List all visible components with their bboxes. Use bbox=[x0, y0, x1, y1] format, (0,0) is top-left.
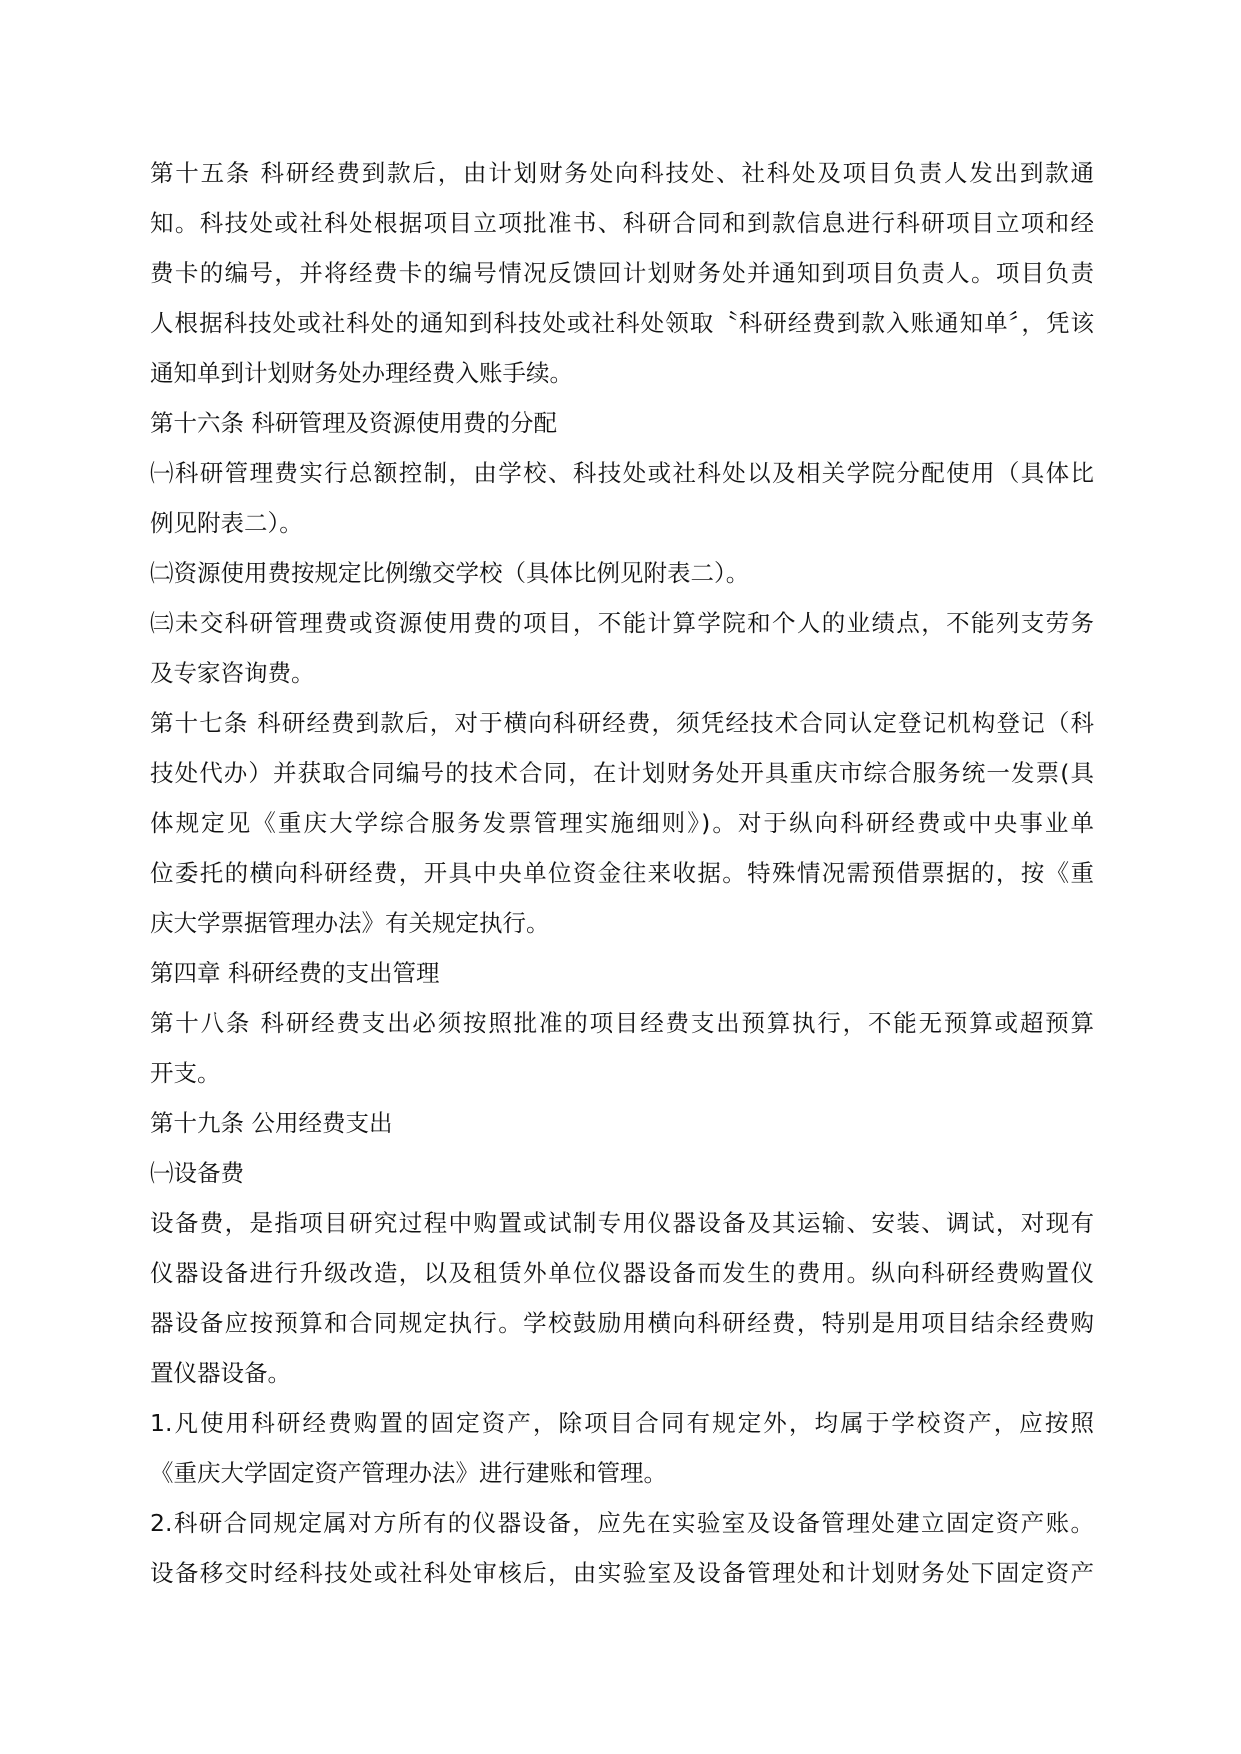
text-line: ㈢未交科研管理费或资源使用费的项目，不能计算学院和个人的业绩点，不能列支劳务 bbox=[150, 609, 1094, 637]
text-line: 设备费，是指项目研究过程中购置或试制专用仪器设备及其运输、安装、调试，对现有 bbox=[150, 1209, 1094, 1237]
text-line: 置仪器设备。 bbox=[150, 1359, 291, 1387]
text-line: 2.科研合同规定属对方所有的仪器设备，应先在实验室及设备管理处建立固定资产账。 bbox=[150, 1509, 1094, 1537]
text-line: 开支。 bbox=[150, 1059, 221, 1087]
text-line: ㈠设备费 bbox=[150, 1159, 244, 1187]
text-line: ㈡资源使用费按规定比例缴交学校（具体比例见附表二）。 bbox=[150, 559, 750, 587]
text-line: 设备移交时经科技处或社科处审核后，由实验室及设备管理处和计划财务处下固定资产 bbox=[150, 1559, 1094, 1587]
text-line: 技处代办）并获取合同编号的技术合同，在计划财务处开具重庆市综合服务统一发票(具 bbox=[150, 759, 1094, 787]
text-line: ㈠科研管理费实行总额控制，由学校、科技处或社科处以及相关学院分配使用（具体比 bbox=[150, 459, 1094, 487]
text-line: 及专家咨询费。 bbox=[150, 659, 315, 687]
text-line: 仪器设备进行升级改造，以及租赁外单位仪器设备而发生的费用。纵向科研经费购置仪 bbox=[150, 1259, 1094, 1287]
text-line: 人根据科技处或社科处的通知到科技处或社科处领取〝科研经费到款入账通知单〞，凭该 bbox=[150, 309, 1094, 337]
document-body bbox=[150, 148, 1094, 1598]
text-line: 体规定见《重庆大学综合服务发票管理实施细则》)。对于纵向科研经费或中央事业单 bbox=[150, 809, 1094, 837]
text-line: 费卡的编号，并将经费卡的编号情况反馈回计划财务处并通知到项目负责人。项目负责 bbox=[150, 259, 1094, 287]
text-line: 通知单到计划财务处办理经费入账手续。 bbox=[150, 359, 573, 387]
text-line: 第十九条 公用经费支出 bbox=[150, 1109, 393, 1137]
text-line: 1.凡使用科研经费购置的固定资产，除项目合同有规定外，均属于学校资产，应按照 bbox=[150, 1409, 1094, 1437]
text-line: 位委托的横向科研经费，开具中央单位资金往来收据。特殊情况需预借票据的，按《重 bbox=[150, 859, 1094, 887]
text-line: 第十八条 科研经费支出必须按照批准的项目经费支出预算执行，不能无预算或超预算 bbox=[150, 1009, 1094, 1037]
text-line: 器设备应按预算和合同规定执行。学校鼓励用横向科研经费，特别是用项目结余经费购 bbox=[150, 1309, 1094, 1337]
text-line: 知。科技处或社科处根据项目立项批准书、科研合同和到款信息进行科研项目立项和经 bbox=[150, 209, 1094, 237]
text-line: 庆大学票据管理办法》有关规定执行。 bbox=[150, 909, 550, 937]
text-line: 例见附表二）。 bbox=[150, 509, 303, 537]
text-line: 《重庆大学固定资产管理办法》进行建账和管理。 bbox=[150, 1459, 667, 1487]
text-line: 第十七条 科研经费到款后，对于横向科研经费，须凭经技术合同认定登记机构登记（科 bbox=[150, 709, 1094, 737]
text-line: 第十五条 科研经费到款后，由计划财务处向科技处、社科处及项目负责人发出到款通 bbox=[150, 159, 1094, 187]
text-line: 第四章 科研经费的支出管理 bbox=[150, 959, 440, 987]
text-line: 第十六条 科研管理及资源使用费的分配 bbox=[150, 409, 557, 437]
